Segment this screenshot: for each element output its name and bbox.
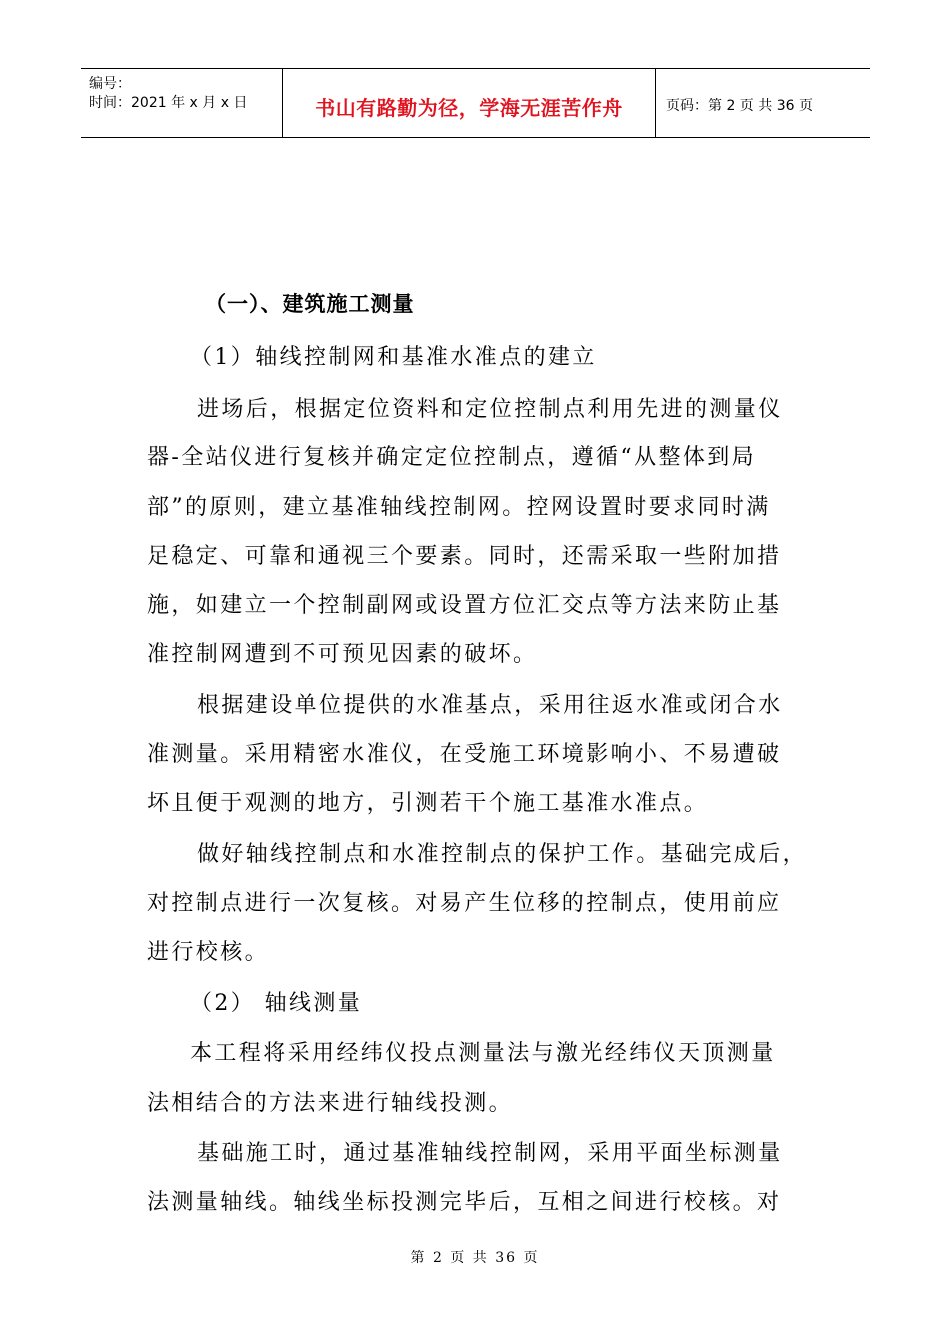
paragraph-line: 足稳定、可靠和通视三个要素。同时，还需采取一些附加措	[147, 544, 782, 569]
header-right-cell	[656, 69, 870, 137]
number-label: 编号：	[89, 76, 131, 92]
paragraph-line: 本工程将采用经纬仪投点测量法与激光经纬仪天顶测量	[190, 1041, 776, 1066]
header-left-cell	[81, 69, 283, 137]
paragraph-line: 准控制网遭到不可预见因素的破坏。	[147, 642, 538, 667]
paragraph-line: 做好轴线控制点和水准控制点的保护工作。基础完成后，	[197, 842, 808, 867]
subsection-2-title: （2） 轴线测量	[190, 991, 363, 1016]
paragraph-line: 器-全站仪进行复核并确定定位控制点，遵循“从整体到局	[147, 445, 757, 470]
paragraph-line: 施，如建立一个控制副网或设置方位汇交点等方法来防止基	[147, 593, 782, 618]
header-motto: 书山有路勤为径，学海无涯苦作舟	[315, 96, 623, 120]
paragraph-line: 准测量。采用精密水准仪，在受施工环境影响小、不易遭破	[147, 742, 782, 767]
paragraph-line: 根据建设单位提供的水准基点，采用往返水准或闭合水	[197, 693, 783, 718]
paragraph-line: 进场后，根据定位资料和定位控制点利用先进的测量仪	[197, 397, 783, 422]
page-header	[81, 68, 870, 138]
paragraph-line: 法相结合的方法来进行轴线投测。	[147, 1091, 514, 1116]
paragraph-line: 对控制点进行一次复核。对易产生位移的控制点，使用前应	[147, 891, 782, 916]
header-middle-cell	[283, 69, 656, 137]
paragraph-line: 基础施工时，通过基准轴线控制网，采用平面坐标测量	[197, 1141, 783, 1166]
paragraph-line: 法测量轴线。轴线坐标投测完毕后，互相之间进行校核。对	[147, 1190, 782, 1215]
page-footer: 第 2 页 共 36 页	[410, 1250, 540, 1266]
subsection-1-title: （1）轴线控制网和基准水准点的建立	[190, 345, 597, 370]
paragraph-line: 进行校核。	[147, 940, 270, 965]
paragraph-line: 部”的原则，建立基准轴线控制网。控网设置时要求同时满	[147, 495, 771, 520]
paragraph-line: 坏且便于观测的地方，引测若干个施工基准水准点。	[147, 791, 709, 816]
time-label: 时间：2021 年 x 月 x 日	[89, 95, 248, 111]
section-title: （一）、建筑施工测量	[205, 292, 415, 316]
header-page-info: 页码：第 2 页 共 36 页	[666, 98, 813, 114]
